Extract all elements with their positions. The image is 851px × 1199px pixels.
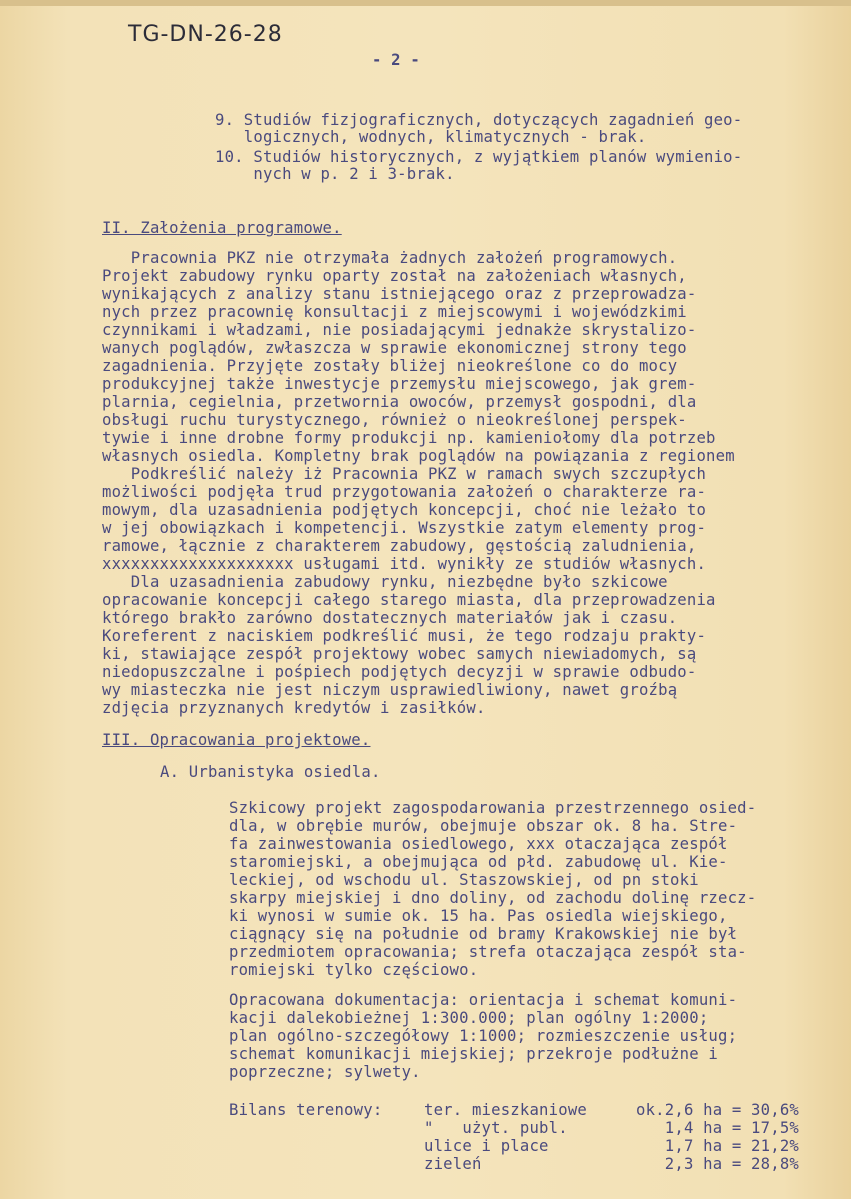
- s2-p1-line: Projekt zabudowy rynku oparty został na założeniach własnych,: [102, 267, 687, 285]
- s3-p2-line: schemat komunikacji miejskiej; przekroje podłużne i: [229, 1045, 718, 1063]
- page-top-edge: [0, 0, 851, 6]
- s3-p1-line: przedmiotem opracowania; strefa otaczająca zespół sta-: [229, 943, 747, 961]
- s3-p1-line: fa zainwestowania osiedlowego, xxx otaczająca zespół: [229, 835, 728, 853]
- s3-p1-line: skarpy miejskiej i dno doliny, od zachodu dolinę rzecz-: [229, 889, 757, 907]
- s2-p3-line: Koreferent z naciskiem podkreślić musi, że tego rodzaju prakty-: [102, 627, 707, 645]
- s2-p1-line: produkcyjnej także inwestycje przemysłu miejscowego, jak grem-: [102, 375, 697, 393]
- balance-label: Bilans terenowy:: [229, 1101, 383, 1119]
- s3-p2-line: Opracowana dokumentacja: orientacja i schemat komuni-: [229, 991, 738, 1009]
- s2-p1-line: wynikających z analizy stanu istniejącego oraz z przeprowadza-: [102, 285, 697, 303]
- item-9-line-2: logicznych, wodnych, klimatycznych - brak.: [215, 128, 647, 146]
- s3-p1-line: ciągnący się na południe od bramy Krakowskiej nie był: [229, 925, 738, 943]
- s2-p3-line: opracowanie koncepcji całego starego miasta, dla przeprowadzenia: [102, 591, 716, 609]
- s2-p3-line: ki, stawiające zespół projektowy wobec samych niewiadomych, są: [102, 645, 697, 663]
- balance-row-name: " użyt. publ.: [424, 1119, 568, 1137]
- s2-p3-line: niedopuszczalne i pośpiech podjętych decyzji w sprawie odbudo-: [102, 663, 697, 681]
- s2-p2-line: możliwości podjęła trud przygotowania założeń o charakterze ra-: [102, 483, 707, 501]
- s3-p1-line: leckiej, od wschodu ul. Staszowskiej, od pn stoki: [229, 871, 699, 889]
- item-10-line-2: nych w p. 2 i 3-brak.: [215, 165, 455, 183]
- s3-p1-line: ki wynosi w sumie ok. 15 ha. Pas osiedla wiejskiego,: [229, 907, 728, 925]
- page-number: - 2 -: [372, 51, 420, 69]
- balance-row-value: 1,7 ha = 21,2%: [636, 1137, 799, 1155]
- s2-p2-line: xxxxxxxxxxxxxxxxxxxx usługami itd. wynikły ze studiów własnych.: [102, 555, 707, 573]
- section-2-heading: II. Założenia programowe.: [102, 219, 342, 237]
- balance-row-value: 2,3 ha = 28,8%: [636, 1155, 799, 1173]
- s3-p2-line: kacji dalekobieżnej 1:300.000; plan ogólny 1:2000;: [229, 1009, 709, 1027]
- item-9-line-1: 9. Studiów fizjograficznych, dotyczących zagadnień geo-: [215, 111, 743, 129]
- s2-p2-line: w jej obowiązkach i kompetencji. Wszystkie zatym elementy prog-: [102, 519, 707, 537]
- s2-p3-line: którego brakło zarówno dostatecznych materiałów jak i czasu.: [102, 609, 678, 627]
- s2-p3-line: wy miasteczka nie jest niczym usprawiedliwiony, nawet groźbą: [102, 681, 678, 699]
- s2-p3-line: zdjęcia przyznanych kredytów i zasiłków.: [102, 699, 486, 717]
- s3-p1-line: romiejski tylko częściowo.: [229, 961, 479, 979]
- s3-p1-line: Szkicowy projekt zagospodarowania przestrzennego osied-: [229, 799, 757, 817]
- s2-p3-line: Dla uzasadnienia zabudowy rynku, niezbędne było szkicowe: [102, 573, 668, 591]
- s2-p1-line: obsługi ruchu turystycznego, również o nieokreślonej perspek-: [102, 411, 687, 429]
- handwritten-reference-code: TG-DN-26-28: [128, 22, 283, 47]
- s3-p2-line: poprzeczne; sylwety.: [229, 1063, 421, 1081]
- s2-p1-line: czynnikami i władzami, nie posiadającymi jednakże skrystalizo-: [102, 321, 697, 339]
- s2-p2-line: ramowe, łącznie z charakterem zabudowy, gęstością zaludnienia,: [102, 537, 697, 555]
- section-3-heading: III. Opracowania projektowe.: [102, 731, 371, 749]
- balance-row-name: ter. mieszkaniowe: [424, 1101, 587, 1119]
- item-10-line-1: 10. Studiów historycznych, z wyjątkiem planów wymienio-: [215, 148, 743, 166]
- s2-p2-line: Podkreślić należy iż Pracownia PKZ w ramach swych szczupłych: [102, 465, 707, 483]
- s2-p1-line: zagadnienia. Przyjęte zostały bliżej nieokreślone co do mocy: [102, 357, 678, 375]
- balance-row-value: ok.2,6 ha = 30,6%: [636, 1101, 799, 1119]
- s2-p1-line: Pracownia PKZ nie otrzymała żadnych założeń programowych.: [102, 249, 678, 267]
- s2-p1-line: nych przez pracownię konsultacji z miejscowymi i wojewódzkimi: [102, 303, 687, 321]
- s2-p1-line: tywie i inne drobne formy produkcji np. kamieniołomy dla potrzeb: [102, 429, 716, 447]
- s3-p1-line: staromiejski, a obejmująca od płd. zabudowę ul. Kie-: [229, 853, 728, 871]
- s2-p1-line: własnych osiedla. Kompletny brak poglądów na powiązania z regionem: [102, 447, 735, 465]
- s3-p2-line: plan ogólno-szczegółowy 1:1000; rozmieszczenie usług;: [229, 1027, 738, 1045]
- s2-p2-line: mowym, dla uzasadnienia podjętych koncepcji, choć nie leżało to: [102, 501, 707, 519]
- section-3a-subheading: A. Urbanistyka osiedla.: [160, 763, 381, 781]
- s3-p1-line: dla, w obrębie murów, obejmuje obszar ok. 8 ha. Stre-: [229, 817, 738, 835]
- s2-p1-line: plarnia, cegielnia, przetwornia owoców, przemysł gospodni, dla: [102, 393, 697, 411]
- s2-p1-line: wanych poglądów, zwłaszcza w sprawie ekonomicznej strony tego: [102, 339, 687, 357]
- balance-row-name: ulice i place: [424, 1137, 549, 1155]
- balance-row-name: zieleń: [424, 1155, 482, 1173]
- balance-row-value: 1,4 ha = 17,5%: [636, 1119, 799, 1137]
